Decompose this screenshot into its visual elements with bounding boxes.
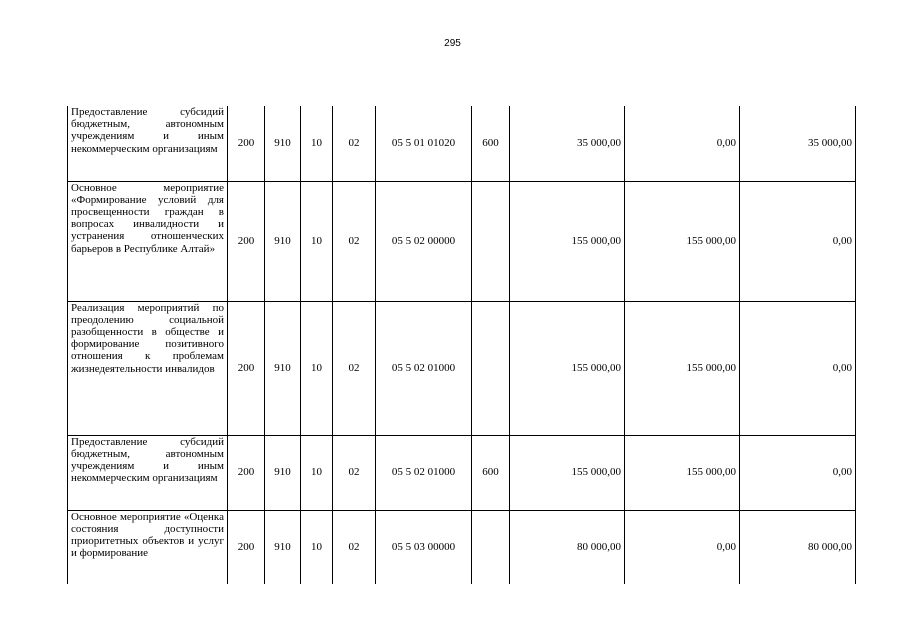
cell-b: 910 bbox=[265, 435, 301, 510]
cell-value-2: 155 000,00 bbox=[625, 181, 740, 301]
cell-c: 10 bbox=[301, 106, 333, 181]
cell-type bbox=[472, 181, 510, 301]
cell-d: 02 bbox=[333, 181, 376, 301]
table-row bbox=[68, 510, 856, 584]
cell-value-2: 155 000,00 bbox=[625, 435, 740, 510]
cell-a: 200 bbox=[228, 510, 265, 584]
cell-c: 10 bbox=[301, 435, 333, 510]
row-name: Реализация мероприятий по преодолению социальной разобщенности в обществе и формирование позитивного отношения к проблемам жизнедеятельности инвалидов bbox=[68, 301, 228, 435]
cell-value-1: 35 000,00 bbox=[510, 106, 625, 181]
budget-table bbox=[67, 106, 856, 584]
cell-a: 200 bbox=[228, 301, 265, 435]
cell-b: 910 bbox=[265, 181, 301, 301]
cell-type bbox=[472, 510, 510, 584]
cell-value-1: 155 000,00 bbox=[510, 301, 625, 435]
cell-type: 600 bbox=[472, 435, 510, 510]
cell-code: 05 5 03 00000 bbox=[376, 510, 472, 584]
cell-value-3: 0,00 bbox=[740, 301, 856, 435]
cell-value-3: 35 000,00 bbox=[740, 106, 856, 181]
cell-d: 02 bbox=[333, 301, 376, 435]
cell-a: 200 bbox=[228, 435, 265, 510]
cell-a: 200 bbox=[228, 106, 265, 181]
cell-value-3: 0,00 bbox=[740, 435, 856, 510]
row-name: Основное мероприятие «Формирование условий для просвещенности граждан в вопросах инвалидности и устранения отношенческих барьеров в Республике Алтай» bbox=[68, 181, 228, 301]
cell-c: 10 bbox=[301, 301, 333, 435]
cell-type: 600 bbox=[472, 106, 510, 181]
cell-code: 05 5 02 01000 bbox=[376, 301, 472, 435]
cell-b: 910 bbox=[265, 301, 301, 435]
cell-value-3: 0,00 bbox=[740, 181, 856, 301]
cell-c: 10 bbox=[301, 181, 333, 301]
row-name: Основное мероприятие «Оценка состояния доступности приоритетных объектов и услуг и формирование bbox=[68, 510, 228, 584]
table-row bbox=[68, 301, 856, 435]
cell-value-2: 0,00 bbox=[625, 510, 740, 584]
cell-d: 02 bbox=[333, 435, 376, 510]
cell-value-3: 80 000,00 bbox=[740, 510, 856, 584]
row-name: Предоставление субсидий бюджетным, автономным учреждениям и иным некоммерческим организациям bbox=[68, 106, 228, 181]
cell-d: 02 bbox=[333, 106, 376, 181]
row-name: Предоставление субсидий бюджетным, автономным учреждениям и иным некоммерческим организациям bbox=[68, 435, 228, 510]
cell-b: 910 bbox=[265, 510, 301, 584]
cell-d: 02 bbox=[333, 510, 376, 584]
cell-value-2: 0,00 bbox=[625, 106, 740, 181]
cell-code: 05 5 02 00000 bbox=[376, 181, 472, 301]
table-row bbox=[68, 435, 856, 510]
cell-value-2: 155 000,00 bbox=[625, 301, 740, 435]
cell-b: 910 bbox=[265, 106, 301, 181]
cell-value-1: 155 000,00 bbox=[510, 435, 625, 510]
table-row bbox=[68, 106, 856, 181]
cell-value-1: 80 000,00 bbox=[510, 510, 625, 584]
cell-code: 05 5 02 01000 bbox=[376, 435, 472, 510]
page-number: 295 bbox=[444, 38, 461, 49]
table-row bbox=[68, 181, 856, 301]
cell-value-1: 155 000,00 bbox=[510, 181, 625, 301]
cell-c: 10 bbox=[301, 510, 333, 584]
cell-code: 05 5 01 01020 bbox=[376, 106, 472, 181]
cell-type bbox=[472, 301, 510, 435]
cell-a: 200 bbox=[228, 181, 265, 301]
